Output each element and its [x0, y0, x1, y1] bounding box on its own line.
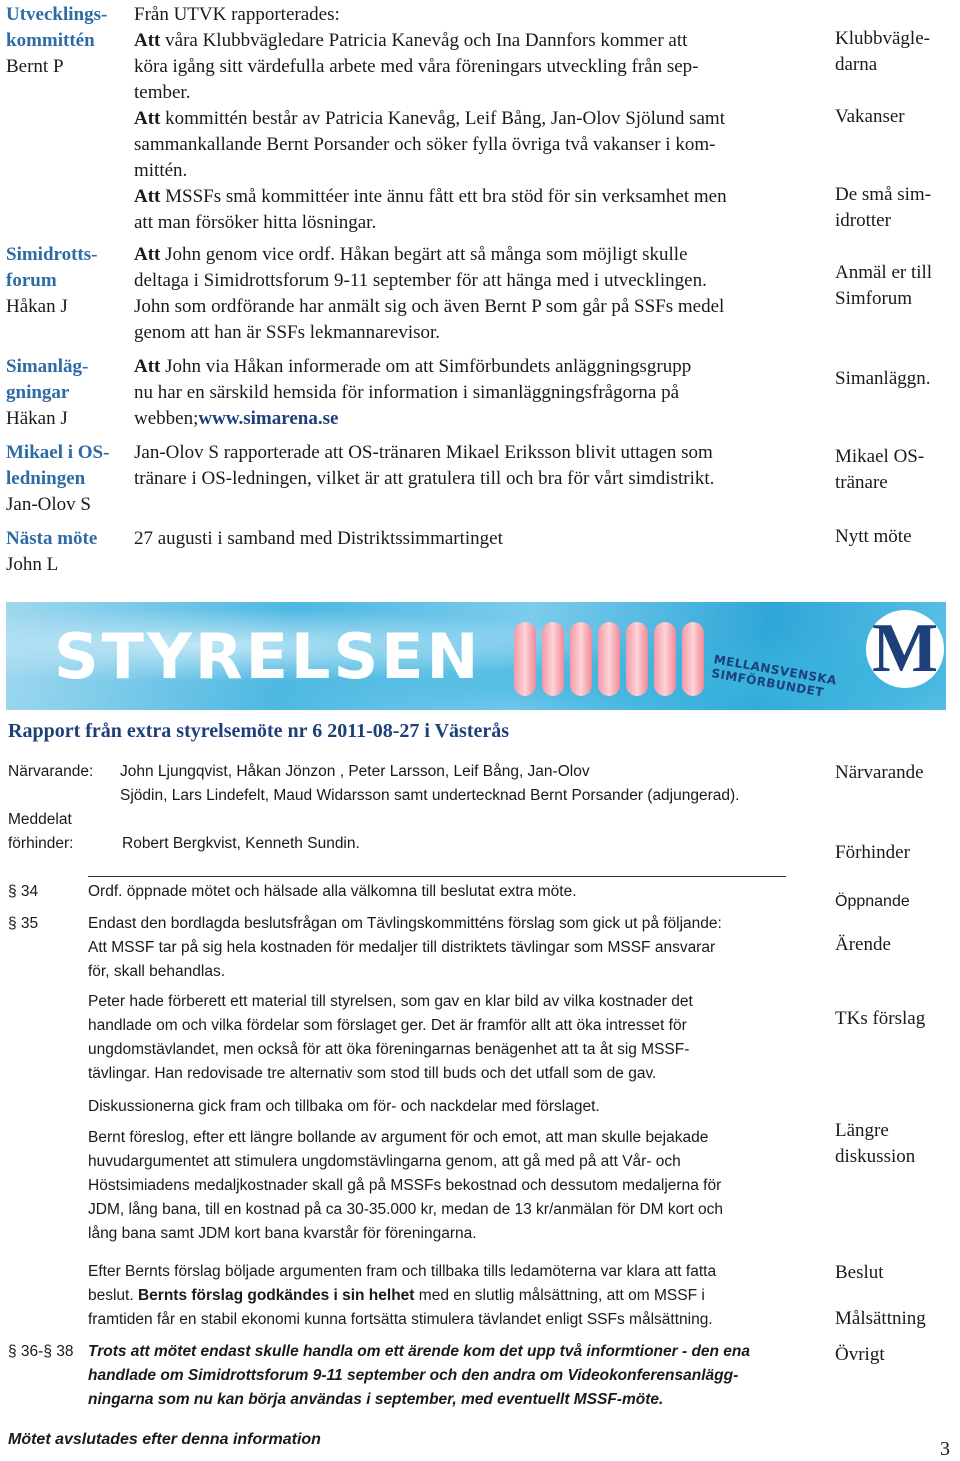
- mikael-person: Jan-Olov S: [6, 494, 91, 515]
- margin-klubbvagledarna: Klubbvägle- darna: [835, 28, 930, 75]
- simanlagg-body: Att John via Håkan informerade om att Simförbundets anläggningsgrupp nu har en särskild hemsida för information i simanläggningsfrågorna på webben;www.simarena.se: [134, 356, 692, 429]
- lane-float: [626, 622, 648, 696]
- margin-sma-simidrotter: De små sim- idrotter: [835, 184, 932, 231]
- utvk-heading: Utvecklings- kommittén: [6, 4, 108, 51]
- simarena-link[interactable]: www.simarena.se: [198, 408, 339, 429]
- present-names: John Ljungqvist, Håkan Jönzon , Peter Larsson, Leif Bång, Jan-Olov Sjödin, Lars Lindefelt, Maud Widarsson samt undertecknad Bernt Porsander (adjungerad).: [120, 763, 740, 804]
- section-35-number: § 35: [8, 915, 39, 932]
- margin-langre-diskussion: Längre diskussion: [835, 1120, 916, 1167]
- simanlagg-person: Häkan J: [6, 408, 68, 429]
- simidrott-heading: Simidrotts- forum: [6, 244, 98, 291]
- utvk-body: Från UTVK rapporterades: Att våra Klubbvägledare Patricia Kanevåg och Ina Dannfors kommer att köra igång sitt värdefulla arbete med våra föreningars utveckling från sep- tember. Att kommittén består av Patricia Kanevåg, Leif Bång, Jan-Olov Sjölund samt sammankallande Bernt Porsander och söker fylla övriga två vakanser i kom- mittén. Att MSSFs små kommittéer inte ännu fått ett bra stöd för sin verksamhet men att man försöker hitta lösningar.: [134, 2, 824, 236]
- lane-float: [598, 622, 620, 696]
- lane-float: [682, 622, 704, 696]
- mikael-heading: Mikael i OS- ledningen: [6, 442, 110, 489]
- margin-oppnande: Öppnande: [835, 893, 910, 910]
- absent-names: Robert Bergkvist, Kenneth Sundin.: [122, 835, 360, 852]
- lane-float: [514, 622, 536, 696]
- peter-paragraph: Peter hade förberett ett material till styrelsen, som gav en klar bild av vilka kostnader det handlade om och vilka fördelar som förslaget ger. Det är framför allt att öka intresset för ungdomstävlandet, men också för att öka föreningarnas benägenhet att ta åt sig MSSF- tävlingar. Han redovisade tre alternativ som stod till buds och det utfall som de gav.: [88, 993, 693, 1082]
- page-number: 3: [940, 1438, 950, 1460]
- utvk-intro: Från UTVK rapporterades:: [134, 4, 340, 25]
- utvk-person: Bernt P: [6, 56, 64, 77]
- margin-anmal-simforum: Anmäl er till Simforum: [835, 262, 933, 309]
- divider: [88, 876, 786, 877]
- present-label: Närvarande:: [8, 763, 94, 780]
- mikael-body: Jan-Olov S rapporterade att OS-tränaren Mikael Eriksson blivit uttagen som tränare i OS-ledningen, vilket är att gratulera till och bra för vårt simdistrikt.: [134, 442, 715, 489]
- margin-narvarande: Närvarande: [835, 762, 924, 783]
- section-35-text: Endast den bordlagda beslutsfrågan om Tävlingskommitténs förslag som gick ut på följande: Att MSSF tar på sig hela kostnaden för medaljer till distriktets tävlingar som MSSF ansvarar för, skall behandlas.: [88, 915, 722, 980]
- nasta-person: John L: [6, 554, 59, 575]
- closing-line: Mötet avslutades efter denna information: [8, 1431, 321, 1448]
- margin-mikael-os: Mikael OS- tränare: [835, 446, 925, 493]
- section-34-text: Ordf. öppnade mötet och hälsade alla välkomna till beslutat extra möte.: [88, 883, 577, 900]
- bernt-paragraph: Bernt föreslog, efter ett längre bollande av argument för och emot, att man skulle bejakade huvudargumentet att stimulera ungdomstävlingarna genom, att gå med på att Vår- och Höstsimiadens medaljkostnader skall gå på MSSFs bekostnad och dessutom medaljerna för JDM, lång bana, till en kostnad på ca 30-35.000 kr, medan de 13 kr/anmälan för DM kort och lång bana samt JDM kort bana kvarstår för föreningarna.: [88, 1129, 723, 1242]
- lane-float: [542, 622, 564, 696]
- simidrott-body: Att John genom vice ordf. Håkan begärt att så många som möjligt skulle deltaga i Simidrottsforum 9-11 september för att hänga med i utvecklingen. John som ordförande har anmält sig och även Bernt P som går på SSFs medel genom att han är SSFs lekmannarevisor.: [134, 244, 725, 343]
- margin-tks-forslag: TKs förslag: [835, 1008, 926, 1029]
- lane-float: [570, 622, 592, 696]
- lane-float: [654, 622, 676, 696]
- section-36-38-text: Trots att mötet endast skulle handla om ett ärende kom det upp två informtioner - den ena handlade om Simidrottsforum 9-11 september och den andra om Videokonferensanlägg- ningarna som nu kan börja användas i september, med eventuellt MSSF-möte.: [88, 1343, 751, 1408]
- diskussion-paragraph: Diskussionerna gick fram och tillbaka om för- och nackdelar med förslaget.: [88, 1098, 600, 1115]
- margin-forhinder: Förhinder: [835, 842, 910, 863]
- nasta-body: 27 augusti i samband med Distriktssimmartinget: [134, 528, 503, 549]
- margin-simanlaggn: Simanläggn.: [835, 368, 931, 389]
- section-34-number: § 34: [8, 883, 39, 900]
- logo-text: MELLANSVENSKA SIMFÖRBUNDET: [710, 652, 838, 700]
- margin-vakanser: Vakanser: [835, 106, 905, 127]
- logo-letter: M: [871, 610, 939, 687]
- absent-label: Meddelat förhinder:: [8, 811, 74, 852]
- margin-malsattning: Målsättning: [835, 1308, 926, 1329]
- section-36-38-number: § 36-§ 38: [8, 1343, 74, 1360]
- msf-logo: [866, 610, 944, 688]
- simanlagg-heading: Simanläg- gningar: [6, 356, 89, 403]
- simidrott-person: Håkan J: [6, 296, 68, 317]
- nasta-heading: Nästa möte: [6, 528, 98, 549]
- margin-beslut: Beslut: [835, 1262, 884, 1283]
- report-title: Rapport från extra styrelsemöte nr 6 2011-08-27 i Västerås: [8, 720, 510, 742]
- efter-paragraph: Efter Bernts förslag böljade argumenten fram och tillbaka tills ledamöterna var klara att fatta beslut. Bernts förslag godkändes i sin helhet med en slutlig målsättning, att om MSSF i framtiden får en stabil ekonomi kunna fortsätta stimulera tävlandet enligt SSFs målsättning.: [88, 1263, 717, 1328]
- margin-ovrigt: Övrigt: [835, 1344, 885, 1365]
- styrelsen-banner: [6, 602, 946, 710]
- margin-arende: Ärende: [835, 934, 891, 955]
- margin-nytt-mote: Nytt möte: [835, 526, 912, 547]
- banner-title: STYRELSEN: [54, 620, 482, 693]
